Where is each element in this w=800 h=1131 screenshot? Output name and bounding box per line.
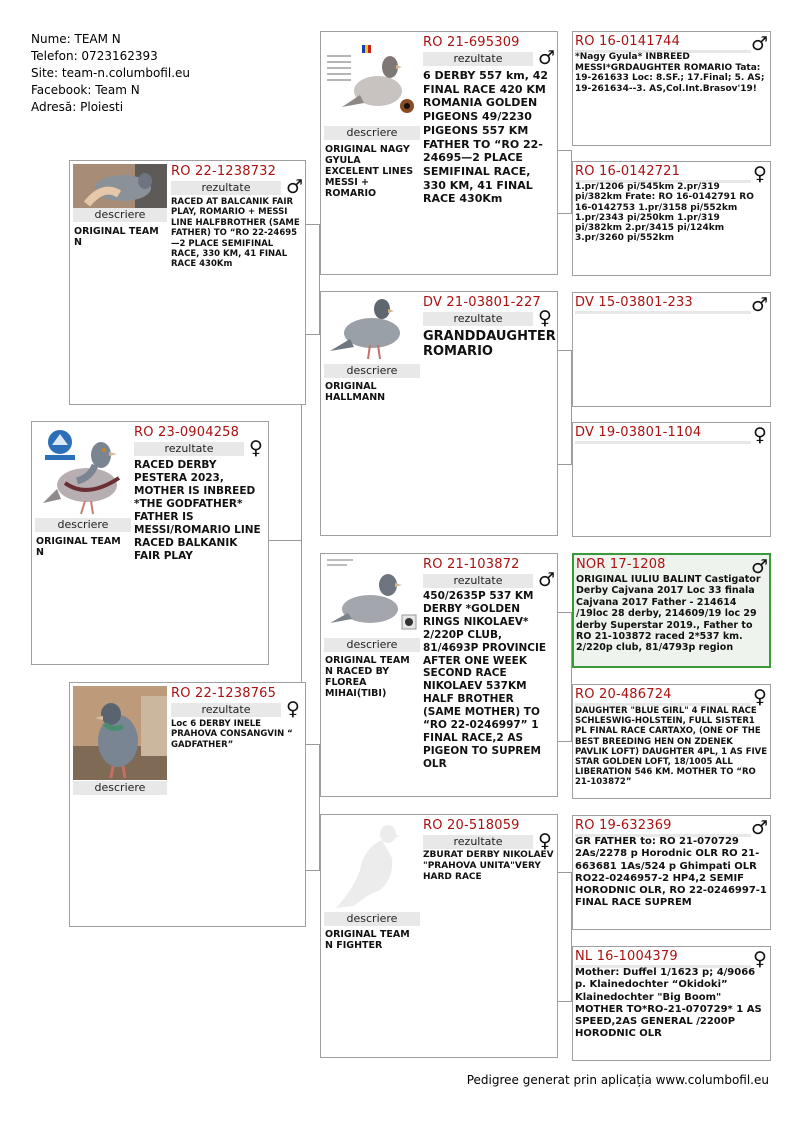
dam-sire-code[interactable]: RO 21-103872 — [423, 557, 520, 572]
dam-dam-card[interactable] — [320, 814, 558, 1058]
dss-card[interactable] — [572, 553, 771, 668]
sire-sire-description-button[interactable]: descriere — [324, 126, 420, 140]
dam-sire-results-button[interactable]: rezultate — [423, 574, 533, 588]
dsd-description: DAUGHTER "BLUE GIRL" 4 FINAL RACE SCHLESWIG-HOLSTEIN, FULL SISTER1 PL FINAL RACE CARTAXO, (ONE OF THE BEST BREEDING HEN ON ZDENEK PAVLIK LOFT) DAUGHTER 4PL, 1 AS FIVE STAR GOLDEN LOFT, 18/1005 ALL LIBERATION 546 KM. MOTHER TO “RO 21-103872” — [575, 706, 768, 788]
connector-dss-dsd — [558, 612, 572, 742]
sdd-code[interactable]: DV 19-03801-1104 — [575, 425, 702, 440]
female-symbol-icon: ♀ — [286, 698, 300, 720]
dss-code[interactable]: NOR 17-1208 — [576, 557, 666, 572]
sire-dam-description: GRANDDAUGHTER ROMARIO — [423, 329, 556, 359]
female-symbol-icon: ♀ — [753, 424, 767, 446]
male-symbol-icon: ♂ — [286, 176, 304, 198]
subject-photo — [35, 425, 131, 516]
female-symbol-icon: ♀ — [753, 686, 767, 708]
sire-photo — [73, 164, 167, 208]
contact-phone: Telefon: 0723162393 — [31, 49, 158, 63]
dsd-card[interactable] — [572, 684, 771, 799]
female-symbol-icon: ♀ — [753, 163, 767, 185]
sire-description: RACED AT BALCANIK FAIR PLAY, ROMARIO + MESSI LINE HALFBROTHER (SAME FATHER) TO “RO 22-24695—2 PLACE SEMIFINAL RACE, 330 KM, 41 FINAL RACE 430Km — [171, 197, 300, 270]
dam-code[interactable]: RO 22-1238765 — [171, 686, 277, 701]
subject-results-button[interactable]: rezultate — [134, 442, 244, 456]
sire-dam-results-button[interactable]: rezultate — [423, 312, 533, 326]
dam-dam-description: ZBURAT DERBY NIKOLAEV "PRAHOVA UNITA"VERY HARD RACE — [423, 850, 554, 882]
sire-dam-code[interactable]: DV 21-03801-227 — [423, 295, 541, 310]
dam-sire-description: 450/2635P 537 KM DERBY *GOLDEN RINGS NIKOLAEV* 2/220P CLUB, 81/4693P PROVINCIE AFTER ONE WEEK SECOND RACE NIKOLAEV 537KM HALF BROTHER (SAME MOTHER) TO “RO 22-0246997” 1 FINAL RACE,2 AS PIGEON TO SUPREM OLR — [423, 590, 547, 770]
dam-sire-card[interactable] — [320, 553, 558, 797]
dam-sire-photo — [324, 557, 420, 637]
ddd-card[interactable] — [572, 946, 771, 1061]
male-symbol-icon: ♂ — [538, 47, 556, 69]
sire-card[interactable] — [69, 160, 306, 405]
subject-description: RACED DERBY PESTERA 2023, MOTHER IS INBREED *THE GODFATHER* FATHER IS MESSI/ROMARIO LINE RACED BALKANIK FAIR PLAY — [134, 459, 261, 562]
connector-sss-ssd — [558, 150, 572, 214]
dam-dam-silhouette — [324, 818, 420, 914]
contact-info — [31, 31, 190, 116]
male-symbol-icon: ♂ — [538, 569, 556, 591]
ssd-code[interactable]: RO 16-0142721 — [575, 164, 681, 179]
female-symbol-icon: ♀ — [753, 948, 767, 970]
sire-sire-results-button[interactable]: rezultate — [423, 52, 533, 66]
female-symbol-icon: ♀ — [249, 437, 263, 459]
sdd-card[interactable] — [572, 422, 771, 537]
sire-note: ORIGINAL TEAM N — [74, 226, 159, 248]
subject-card[interactable] — [31, 421, 269, 665]
sire-results-button[interactable]: rezultate — [171, 181, 281, 195]
subject-description-button[interactable]: descriere — [35, 518, 131, 532]
connector-ds-dd — [306, 744, 320, 871]
female-symbol-icon: ♀ — [538, 307, 552, 329]
sss-card[interactable] — [572, 31, 771, 146]
sire-sire-card[interactable] — [320, 31, 558, 275]
connector-ss-sd — [306, 224, 320, 335]
dds-description: GR FATHER to: RO 21-070729 2As/2278 p Horodnic OLR RO 21-663681 1As/524 p Ghimpati OLR RO22-0246957-2 HP4,2 SEMIF HORODNIC OLR, RO 22-0246997-1 FINAL RACE SUPREM — [575, 836, 767, 909]
connector-dds-ddd — [558, 872, 572, 1002]
male-symbol-icon: ♂ — [751, 33, 769, 55]
sire-sire-code[interactable]: RO 21-695309 — [423, 35, 520, 50]
sire-dam-card[interactable] — [320, 291, 558, 536]
ssd-description: 1.pr/1206 pi/545km 2.pr/319 pi/382km Frate: RO 16-0142791 RO 16-0142753 1.pr/3158 pi/552km 1.pr/2343 pi/250km 1.pr/319 pi/382km 2.pr/3415 pi/124km 3.pr/3260 pi/552km — [575, 182, 754, 244]
sire-sire-note: ORIGINAL NAGY GYULA EXCELENT LINES MESSI + ROMARIO — [325, 144, 414, 199]
male-symbol-icon: ♂ — [751, 817, 769, 839]
dds-card[interactable] — [572, 815, 771, 930]
dsd-code[interactable]: RO 20-486724 — [575, 687, 672, 702]
sds-card[interactable] — [572, 292, 771, 407]
sdd-header-bar — [575, 441, 751, 444]
sire-dam-note: ORIGINAL HALLMANN — [325, 381, 386, 403]
contact-name: Nume: TEAM N — [31, 32, 121, 46]
dam-photo — [73, 686, 167, 780]
contact-site[interactable]: Site: team-n.columbofil.eu — [31, 66, 190, 80]
sss-code[interactable]: RO 16-0141744 — [575, 34, 681, 49]
sire-dam-photo — [324, 295, 420, 365]
dam-description: Loc 6 DERBY INELE PRAHOVA CONSANGVIN “ GADFATHER” — [171, 719, 293, 750]
dam-results-button[interactable]: rezultate — [171, 703, 281, 717]
sire-description-button[interactable]: descriere — [73, 208, 167, 222]
dds-code[interactable]: RO 19-632369 — [575, 818, 672, 833]
dam-card[interactable] — [69, 682, 306, 927]
connector-subject — [269, 540, 302, 541]
male-symbol-icon: ♂ — [751, 294, 769, 316]
sire-dam-description-button[interactable]: descriere — [324, 364, 420, 378]
ddd-description: Mother: Duffel 1/1623 p; 4/9066 p. Klainedochter “Okidoki” Klainedochter "Big Boom" MOTHER TO*RO-21-070729* 1 AS SPEED,2AS GENERAL /2200P HORODNIC OLR — [575, 967, 762, 1040]
female-symbol-icon: ♀ — [538, 830, 552, 852]
ssd-card[interactable] — [572, 161, 771, 276]
dss-description: ORIGINAL IULIU BALINT Castigator Derby Cajvana 2017 Loc 33 finala Cajvana 2017 Father - 214614 /19loc 28 derby, 214609/19 loc 29 derby Superstar 2019., Father to RO 21-103872 raced 2*537 km. 2/220p club, 81/4793p region — [576, 574, 761, 654]
footer-credit: Pedigree generat prin aplicația www.columbofil.eu — [466, 1073, 769, 1087]
sds-header-bar — [575, 311, 751, 314]
male-symbol-icon: ♂ — [751, 556, 769, 578]
sire-sire-photo — [324, 35, 420, 128]
subject-code[interactable]: RO 23-0904258 — [134, 425, 240, 440]
dam-sire-description-button[interactable]: descriere — [324, 638, 420, 652]
dam-description-button[interactable]: descriere — [73, 781, 167, 795]
contact-facebook: Facebook: Team N — [31, 83, 140, 97]
connector-sds-sdd — [558, 350, 572, 465]
sds-code[interactable]: DV 15-03801-233 — [575, 295, 693, 310]
dam-dam-note: ORIGINAL TEAM N FIGHTER — [325, 929, 410, 951]
sire-sire-description: 6 DERBY 557 km, 42 FINAL RACE 420 KM ROMANIA GOLDEN PIGEONS 49/2230 PIGEONS 557 KM FATHER TO “RO 22-24695—2 PLACE SEMIFINAL RACE, 330 KM, 41 FINAL RACE 430Km — [423, 69, 549, 206]
dam-dam-description-button[interactable]: descriere — [324, 912, 420, 926]
dam-dam-results-button[interactable]: rezultate — [423, 835, 533, 849]
dam-sire-note: ORIGINAL TEAM N RACED BY FLOREA MIHAI(TIBI) — [325, 655, 410, 699]
contact-address: Adresă: Ploiesti — [31, 100, 124, 114]
dam-dam-code[interactable]: RO 20-518059 — [423, 818, 520, 833]
sire-code[interactable]: RO 22-1238732 — [171, 164, 277, 179]
subject-note: ORIGINAL TEAM N — [36, 536, 121, 558]
ddd-code[interactable]: NL 16-1004379 — [575, 949, 678, 964]
sss-description: *Nagy Gyula* INBREED MESSI*GRDAUGHTER ROMARIO Tata: 19-261633 Loc: 8.SF.; 17.Final; 5. AS; 19-261634--3. AS,Col.Int.Brasov'19! — [575, 52, 765, 94]
